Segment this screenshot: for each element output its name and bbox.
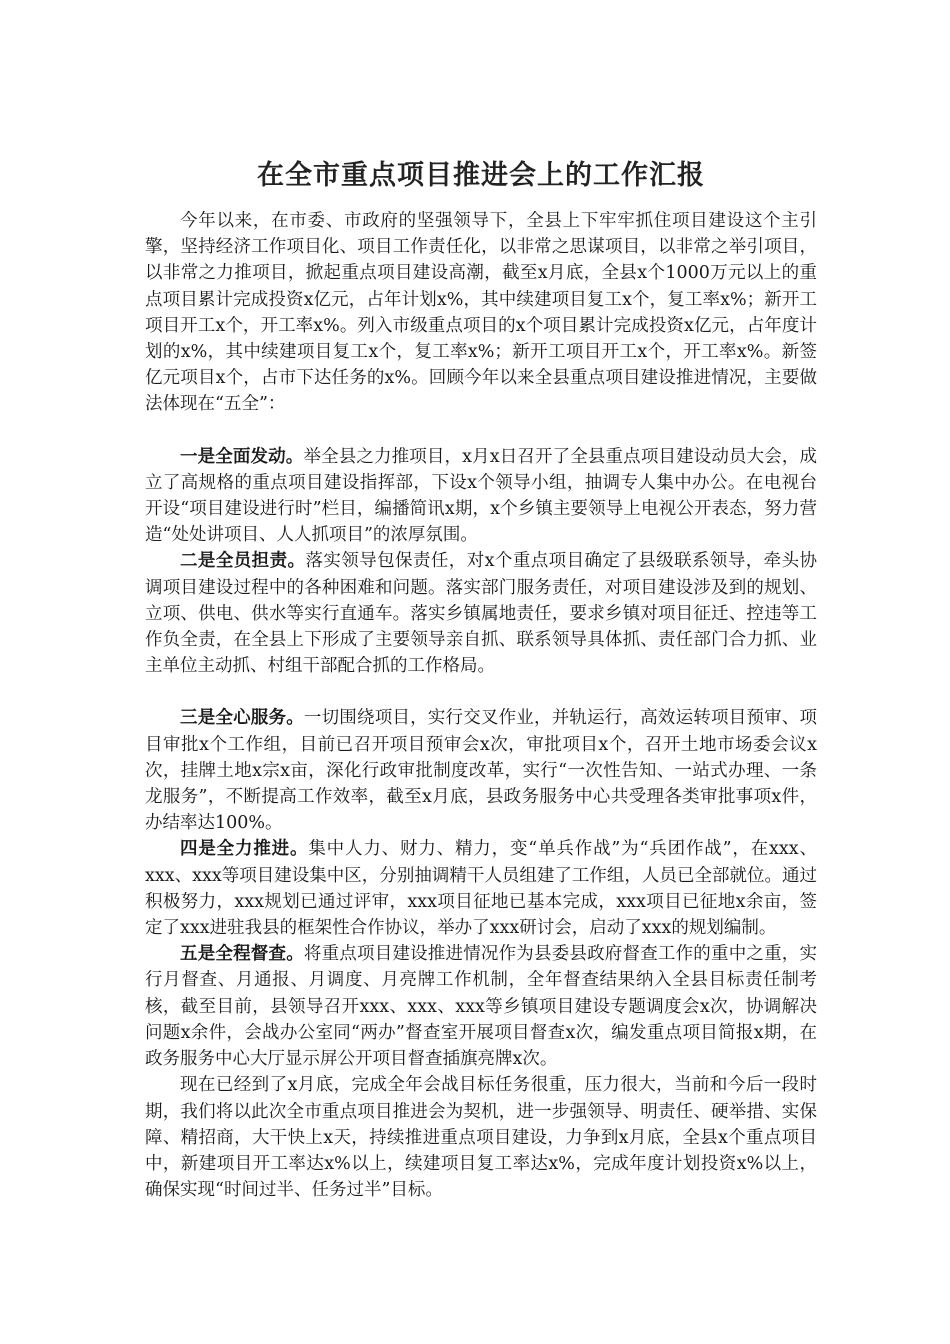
section-lead-4: 四是全力推进。 (180, 839, 309, 860)
section-paragraph-5 (145, 941, 817, 1072)
section-text-5: 将重点项目建设推进情况作为县委县政府督查工作的重中之重，实行月督查、月通报、月调度、月亮牌工作机制，全年督查结果纳入全县目标责任制考核，截至目前，县领导召开xxx、xxx、xxx等乡镇项目建设专题调度会x次，协调解决问题x余件，会战办公室同“两办”督查室开展项目督查x次，编发重点项目简报x期，在政务服务中心大厅显示屏公开项目督查插旗亮牌x次。 (145, 944, 818, 1070)
section-paragraph-1 (145, 444, 817, 549)
section-text-4: 集中人力、财力、精力，变“单兵作战”为“兵团作战”，在xxx、xxx、xxx等项目建设集中区，分别抽调精干人员组建了工作组，人员已全部就位。通过积极努力，xxx规划已通过评审，xxx项目征地已基本完成，xxx项目已征地x余亩，签定了xxx进驻我县的框架性合作协议，举办了xxx研讨会，启动了xxx的规划编制。 (145, 839, 817, 939)
section-paragraph-2 (145, 548, 817, 679)
section-lead-5: 五是全程督查。 (180, 944, 304, 965)
section-lead-2: 二是全员担责。 (180, 551, 306, 572)
section-paragraph-3 (145, 705, 817, 836)
intro-paragraph: 今年以来，在市委、市政府的坚强领导下，全县上下牢牢抓住项目建设这个主引擎，坚持经济工作项目化、项目工作责任化，以非常之思谋项目，以非常之举引项目，以非常之力推项目，掀起重点项目建设高潮，截至x月底，全县x个1000万元以上的重点项目累计完成投资x亿元，占年计划x%，其中续建项目复工x个，复工率x%；新开工项目开工x个，开工率x%。列入市级重点项目的x个项目累计完成投资x亿元，占年度计划的x%，其中续建项目复工x个，复工率x%；新开工项目开工x个，开工率x%。新签亿元项目x个，占市下达任务的x%。回顾今年以来全县重点项目建设推进情况，主要做法体现在“五全”： (145, 211, 817, 415)
section-text-3: 一切围绕项目，实行交叉作业，并轨运行，高效运转项目预审、项目审批x个工作组，目前已召开项目预审会x次，审批项目x个，召开土地市场委会议x次，挂牌土地x宗x亩，深化行政审批制度改革，实行“一次性告知、一站式办理、一条龙服务”，不断提高工作效率，截至x月底，县政务服务中心共受理各类审批事项x件，办结率达100%。 (145, 708, 818, 834)
document-page (145, 158, 817, 1203)
section-lead-1: 一是全面发动。 (180, 446, 304, 467)
section-text-1: 举全县之力推项目，x月x日召开了全县重点项目建设动员大会，成立了高规格的重点项目建设指挥部，下设x个领导小组，抽调专人集中办公。在电视台开设“项目建设进行时”栏目，编播简讯x期，x个乡镇主要领导上电视公开表态，努力营造“处处讲项目、人人抓项目”的浓厚氛围。 (145, 446, 818, 546)
section-paragraph-4 (145, 836, 817, 941)
section-lead-3: 三是全心服务。 (180, 708, 304, 729)
document-title: 在全市重点项目推进会上的工作汇报 (257, 160, 705, 191)
section-text-2: 落实领导包保责任，对x个重点项目确定了县级联系领导，牵头协调项目建设过程中的各种困难和问题。落实部门服务责任，对项目建设涉及到的规划、立项、供电、供水等实行直通车。落实乡镇属地责任，要求乡镇对项目征迁、控违等工作负全责，在全县上下形成了主要领导亲自抓、联系领导具体抓、责任部门合力抓、业主单位主动抓、村组干部配合抓的工作格局。 (145, 551, 818, 677)
closing-paragraph: 现在已经到了x月底，完成全年会战目标任务很重，压力很大，当前和今后一段时期，我们将以此次全市重点项目推进会为契机，进一步强领导、明责任、硬举措、实保障、精招商，大干快上x天，持续推进重点项目建设，力争到x月底，全县x个重点项目中，新建项目开工率达x%以上，续建项目复工率达x%，完成年度计划投资x%以上，确保实现“时间过半、任务过半”目标。 (145, 1075, 817, 1201)
